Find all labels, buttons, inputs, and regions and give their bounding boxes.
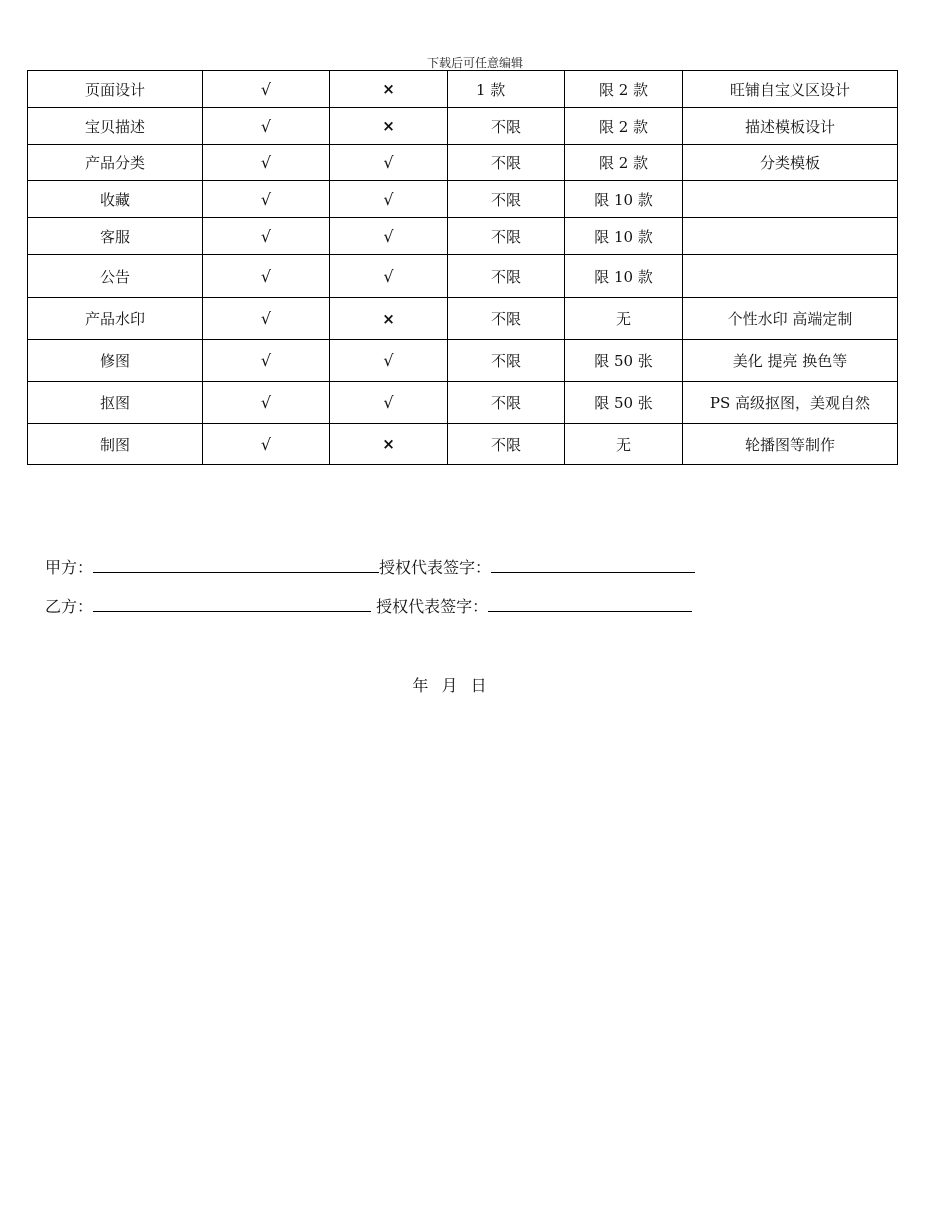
table-row	[28, 382, 898, 424]
date-year: 年	[412, 676, 430, 695]
limit-cell: 限 50 张	[565, 382, 683, 424]
party-b-signature-line[interactable]	[93, 597, 371, 612]
note-cell: 旺铺自宝义区设计	[683, 71, 898, 108]
quantity-cell: 1 款	[448, 71, 565, 108]
quantity-cell: 不限	[448, 424, 565, 465]
item-cell: 公告	[28, 255, 203, 298]
limit-cell: 限 10 款	[565, 218, 683, 255]
table-row	[28, 340, 898, 382]
item-cell: 客服	[28, 218, 203, 255]
party-b-signature-row	[45, 597, 692, 617]
check-mark-cell: √	[203, 298, 330, 340]
check-mark-cell: √	[203, 255, 330, 298]
item-cell: 产品分类	[28, 145, 203, 181]
check-mark-cell: √	[203, 218, 330, 255]
item-cell: 收藏	[28, 181, 203, 218]
limit-cell: 无	[565, 298, 683, 340]
quantity-cell: 不限	[448, 108, 565, 145]
service-table	[27, 70, 898, 465]
limit-cell: 限 10 款	[565, 255, 683, 298]
item-cell: 修图	[28, 340, 203, 382]
cross-mark-cell: ×	[330, 424, 448, 465]
check-mark-cell: √	[330, 218, 448, 255]
quantity-cell: 不限	[448, 255, 565, 298]
check-mark-cell: √	[330, 145, 448, 181]
party-a-rep-label: 授权代表签字：	[379, 558, 492, 577]
limit-cell: 限 10 款	[565, 181, 683, 218]
party-a-label: 甲方：	[45, 558, 94, 577]
table-row	[28, 218, 898, 255]
quantity-cell: 不限	[448, 298, 565, 340]
quantity-cell: 不限	[448, 218, 565, 255]
check-mark-cell: √	[203, 181, 330, 218]
limit-cell: 限 2 款	[565, 145, 683, 181]
table-row	[28, 255, 898, 298]
table-row	[28, 424, 898, 465]
note-cell	[683, 255, 898, 298]
table-body	[28, 71, 898, 465]
check-mark-cell: √	[330, 181, 448, 218]
note-cell: 美化 提亮 换色等	[683, 340, 898, 382]
cross-mark-cell: ×	[330, 298, 448, 340]
item-cell: 产品水印	[28, 298, 203, 340]
check-mark-cell: √	[330, 340, 448, 382]
note-cell: 描述模板设计	[683, 108, 898, 145]
item-cell: 制图	[28, 424, 203, 465]
item-cell: 宝贝描述	[28, 108, 203, 145]
cross-mark-cell: ×	[330, 108, 448, 145]
limit-cell: 限 2 款	[565, 71, 683, 108]
header-note: 下载后可任意编辑	[426, 56, 523, 70]
check-mark-cell: √	[330, 255, 448, 298]
party-a-rep-signature-line[interactable]	[491, 558, 695, 573]
table-row	[28, 298, 898, 340]
limit-cell: 无	[565, 424, 683, 465]
table-row	[28, 145, 898, 181]
check-mark-cell: √	[203, 424, 330, 465]
check-mark-cell: √	[203, 71, 330, 108]
quantity-cell: 不限	[448, 145, 565, 181]
note-cell	[683, 218, 898, 255]
party-b-rep-label: 授权代表签字：	[376, 597, 489, 616]
check-mark-cell: √	[203, 108, 330, 145]
party-a-signature-row	[45, 558, 695, 578]
quantity-cell: 不限	[448, 181, 565, 218]
item-cell: 抠图	[28, 382, 203, 424]
date-line	[0, 673, 900, 696]
note-cell: PS 高级抠图，美观自然	[683, 382, 898, 424]
party-a-signature-line[interactable]	[93, 558, 379, 573]
item-cell: 页面设计	[28, 71, 203, 108]
note-cell: 分类模板	[683, 145, 898, 181]
cross-mark-cell: ×	[330, 71, 448, 108]
note-cell: 轮播图等制作	[683, 424, 898, 465]
check-mark-cell: √	[203, 145, 330, 181]
table-row	[28, 108, 898, 145]
check-mark-cell: √	[203, 340, 330, 382]
date-day: 日	[470, 676, 488, 695]
check-mark-cell: √	[330, 382, 448, 424]
check-mark-cell: √	[203, 382, 330, 424]
date-month: 月	[441, 676, 459, 695]
note-cell: 个性水印 高端定制	[683, 298, 898, 340]
table-row	[28, 71, 898, 108]
quantity-cell: 不限	[448, 382, 565, 424]
quantity-cell: 不限	[448, 340, 565, 382]
limit-cell: 限 50 张	[565, 340, 683, 382]
limit-cell: 限 2 款	[565, 108, 683, 145]
party-b-rep-signature-line[interactable]	[488, 597, 692, 612]
table-row	[28, 181, 898, 218]
party-b-label: 乙方：	[45, 597, 94, 616]
note-cell	[683, 181, 898, 218]
